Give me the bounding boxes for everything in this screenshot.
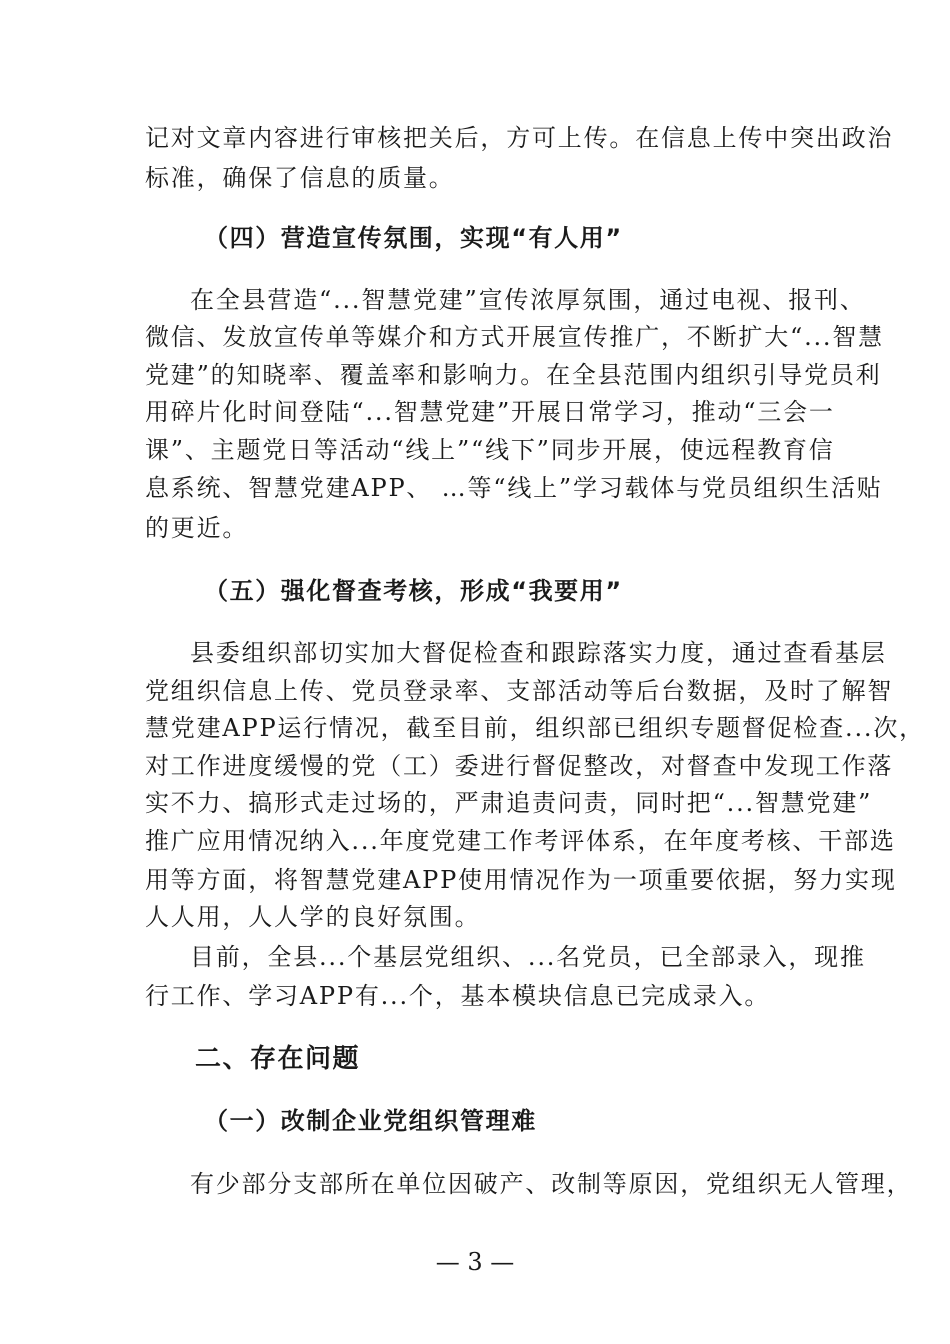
paragraph-line: 有少部分支部所在单位因破产、改制等原因，党组织无人管理， — [190, 1170, 913, 1198]
paragraph-line: 对工作进度缓慢的党（工）委进行督促整改，对督查中发现工作落 — [145, 752, 894, 780]
part-two-heading: 二、存在问题 — [195, 1044, 361, 1074]
paragraph-line: 在全县营造“...智慧党建”宣传浓厚氛围，通过电视、报刊、 — [190, 286, 866, 314]
paragraph-line: 用碎片化时间登陆“...智慧党建”开展日常学习，推动“三会一 — [145, 398, 835, 426]
paragraph-line: 用等方面，将智慧党建APP使用情况作为一项重要依据，努力实现 — [145, 866, 897, 894]
paragraph-line: 课”、主题党日等活动“线上”“线下”同步开展，使远程教育信 — [145, 436, 835, 464]
paragraph-line: 目前，全县...个基层党组织、...名党员，已全部录入，现推 — [190, 943, 866, 971]
paragraph-line: 微信、发放宣传单等媒介和方式开展宣传推广，不断扩大“...智慧 — [145, 323, 884, 351]
paragraph-line: 慧党建APP运行情况，截至目前，组织部已组织专题督促检查...次， — [145, 714, 925, 742]
paragraph-line: 标准，确保了信息的质量。 — [145, 164, 455, 192]
subsection-one-heading: （一）改制企业党组织管理难 — [204, 1107, 537, 1135]
paragraph-line: 行工作、学习APP有...个，基本模块信息已完成录入。 — [145, 982, 771, 1010]
paragraph-line: 息系统、智慧党建APP、 …等“线上”学习载体与党员组织生活贴 — [145, 474, 883, 502]
paragraph-line: 的更近。 — [145, 514, 249, 542]
paragraph-line: 人人用，人人学的良好氛围。 — [145, 903, 481, 931]
paragraph-line: 实不力、搞形式走过场的，严肃追责问责，同时把“...智慧党建” — [145, 789, 873, 817]
paragraph-line: 党建”的知晓率、覆盖率和影响力。在全县范围内组织引导党员利 — [145, 361, 882, 389]
section-four-heading: （四）营造宣传氛围，实现“有人用” — [204, 224, 623, 252]
section-five-heading: （五）强化督查考核，形成“我要用” — [204, 577, 623, 605]
paragraph-line: 推广应用情况纳入...年度党建工作考评体系，在年度考核、干部选 — [145, 827, 896, 855]
paragraph-line: 记对文章内容进行审核把关后，方可上传。在信息上传中突出政治 — [145, 124, 894, 152]
paragraph-line: 县委组织部切实加大督促检查和跟踪落实力度，通过查看基层 — [190, 639, 887, 667]
page-number: — 3 — — [435, 1248, 515, 1276]
paragraph-line: 党组织信息上传、党员登录率、支部活动等后台数据，及时了解智 — [145, 677, 894, 705]
